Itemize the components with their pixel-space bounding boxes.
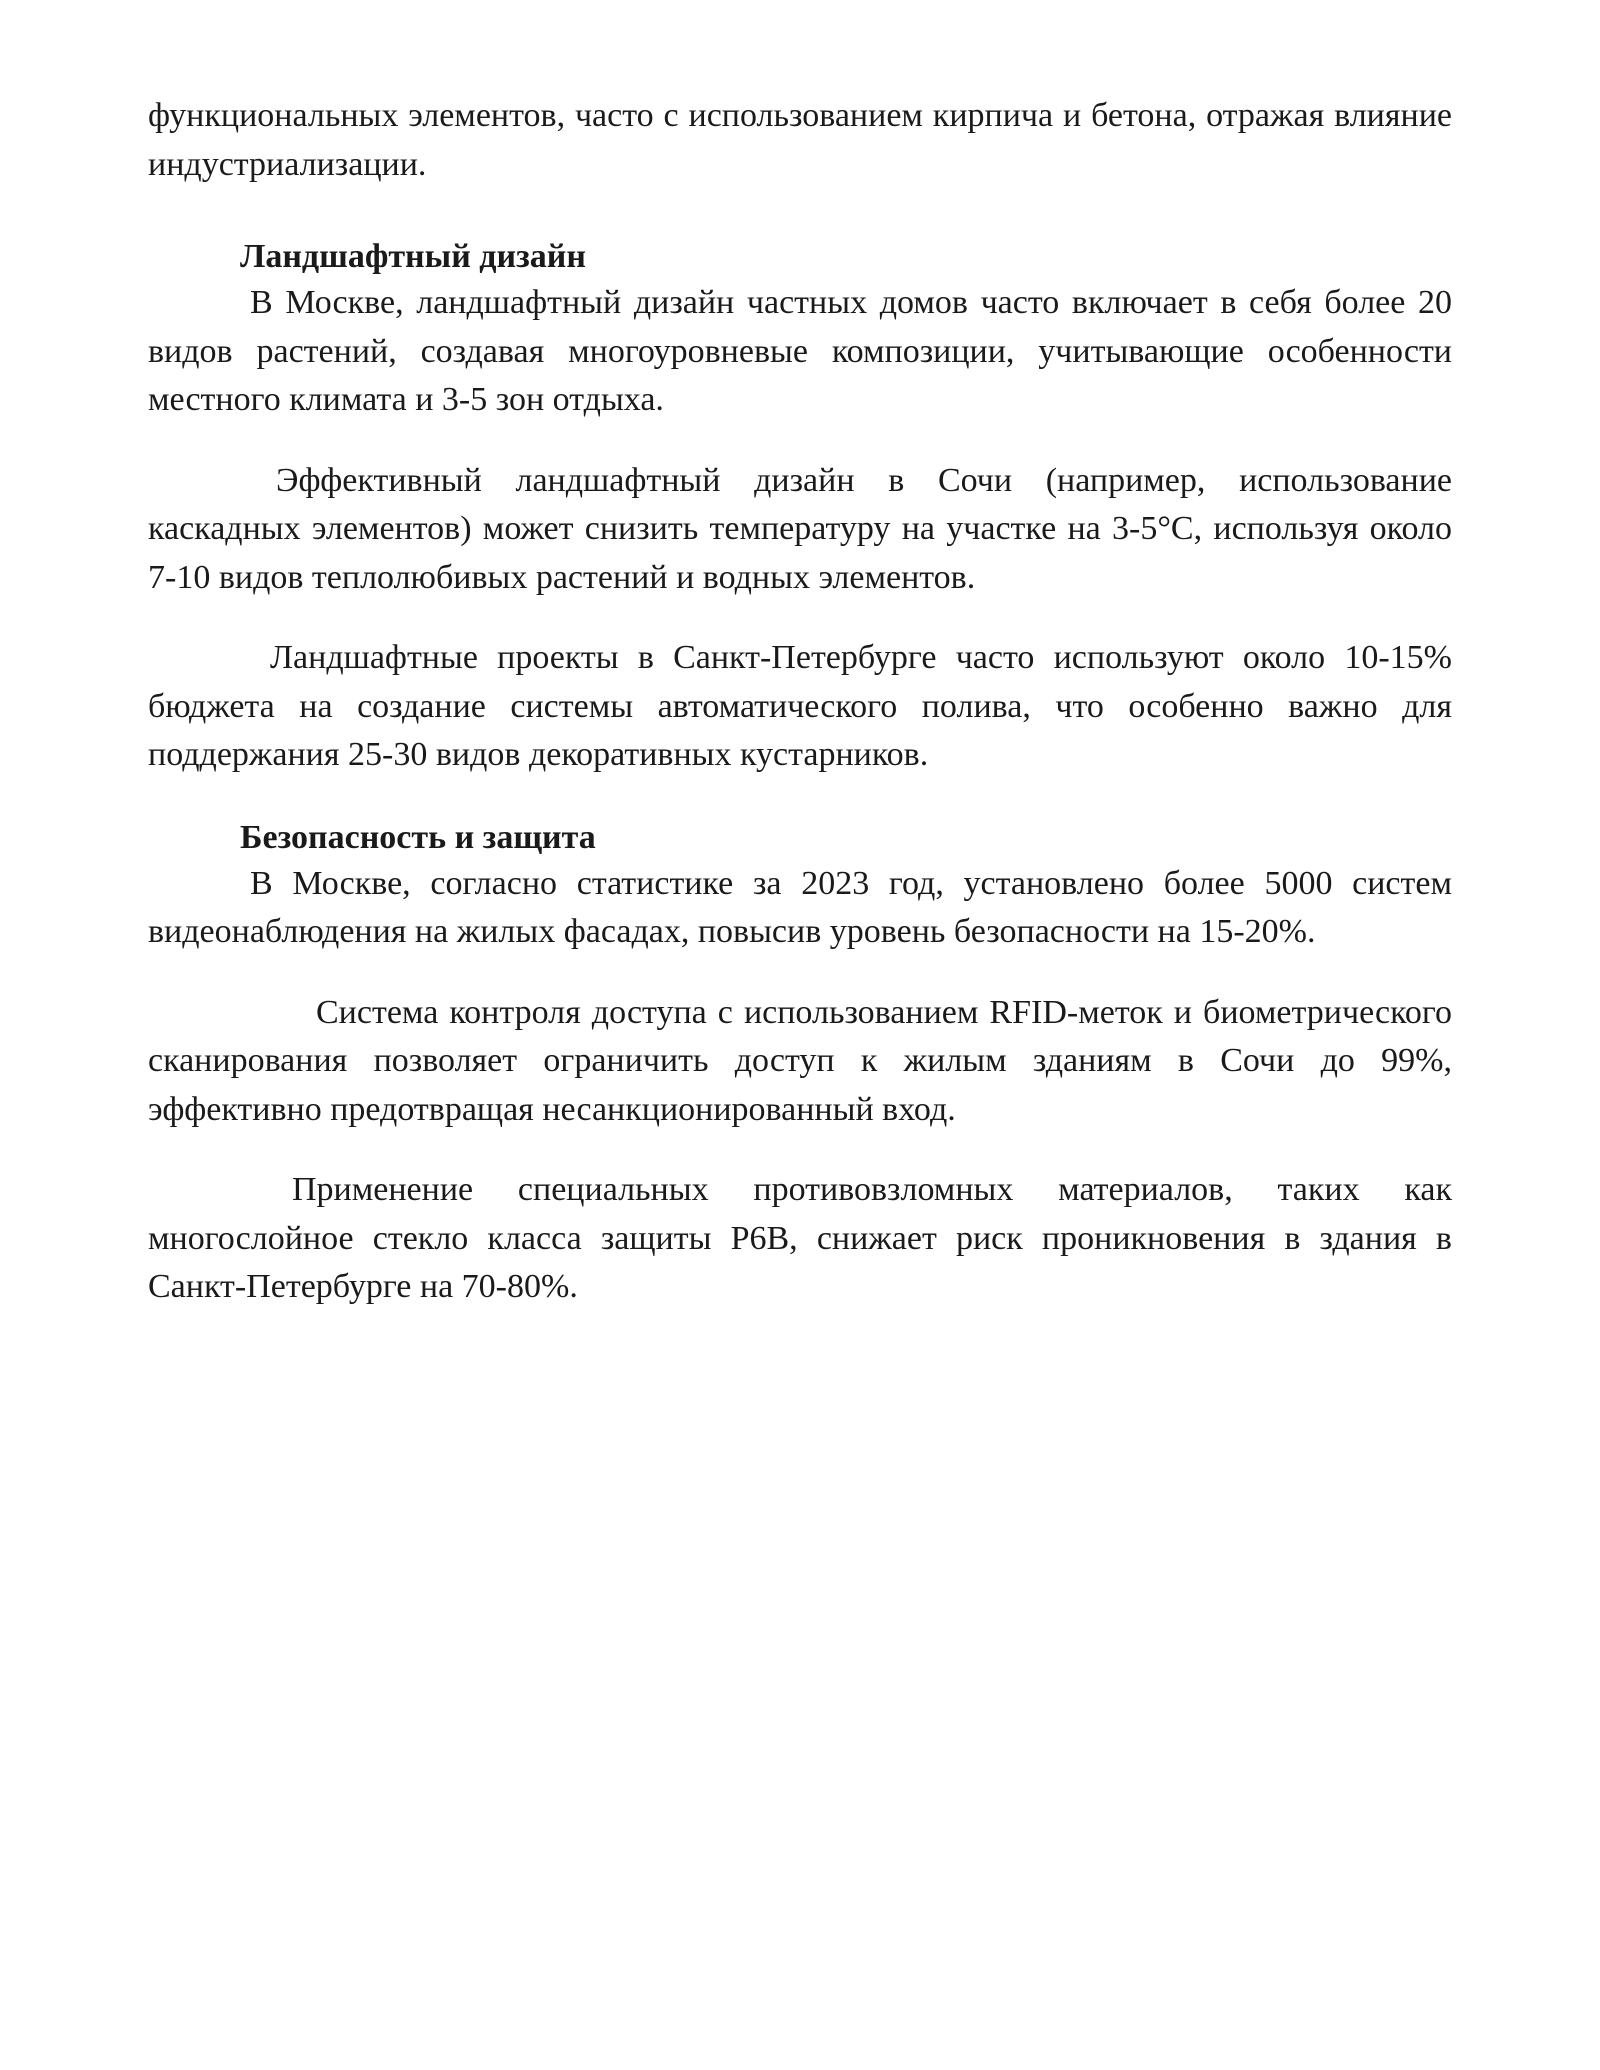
paragraph-landscape-spb: Ландшафтные проекты в Санкт-Петербурге часто используют около 10-15% бюджета на создание системы автоматического полива, что особенно важно для поддержания 25-30 видов декоративных кустарников. [148,639,1452,773]
section-heading-security: Безопасность и защита [240,818,596,856]
paragraph-landscape-sochi: Эффективный ландшафтный дизайн в Сочи (например, использование каскадных элементов) может снизить температуру на участке на 3-5°C, используя около 7-10 видов теплолюбивых растений и водных элементов. [148,461,1452,596]
paragraph-security-spb: Применение специальных противовзломных материалов, таких как многослойное стекло класса защиты P6B, снижает риск проникновения в здания в Санкт-Петербурге на 70-80%. [148,1171,1452,1305]
section-heading-landscape: Ландшафтный дизайн [240,238,586,275]
paragraph-security-moscow: В Москве, согласно статистике за 2023 год, установлено более 5000 систем видеонаблюдения на жилых фасадах, повысив уровень безопасности на 15-20%. [148,864,1452,950]
paragraph-intro-continuation: функциональных элементов, часто с использованием кирпича и бетона, отражая влияние индустриализации. [148,97,1452,183]
paragraph-security-sochi: Система контроля доступа с использованием RFID-меток и биометрического сканирования позволяет ограничить доступ к жилым зданиям в Сочи до 99%, эффективно предотвращая несанкционированный вход. [148,993,1452,1128]
document-page [148,92,1452,1312]
paragraph-landscape-moscow: В Москве, ландшафтный дизайн частных домов часто включает в себя более 20 видов растений, создавая многоуровневые композиции, учитывающие особенности местного климата и 3-5 зон отдыха. [148,284,1452,418]
